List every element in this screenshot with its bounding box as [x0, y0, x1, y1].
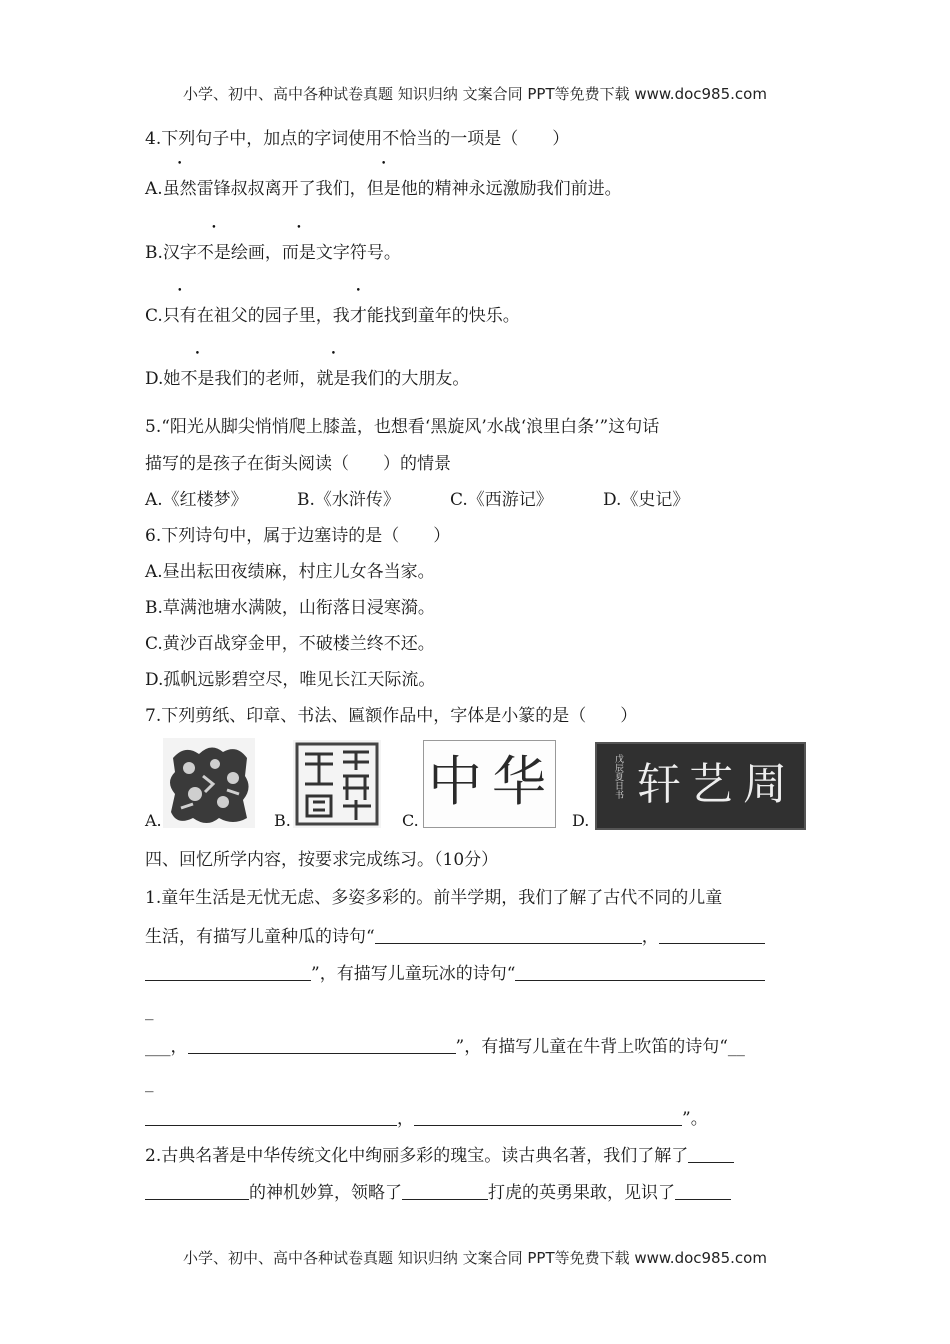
answer-blank[interactable] [375, 925, 642, 944]
s4-p1-line7: ， ”。 [145, 1107, 708, 1130]
section4-title: 四、回忆所学内容，按要求完成练习。（10分） [145, 850, 499, 870]
q4-option-b: B.汉字不是绘画，而是文字符号。 [145, 243, 401, 263]
q4-option-c: C.只有在祖父的园子里，我才能找到童年的快乐。 [145, 306, 520, 326]
s4-p1-line3: ”，有描写儿童玩冰的诗句“ [145, 962, 765, 985]
s4-p2-line1: 2.古典名著是中华传统文化中绚丽多彩的瑰宝。读古典名著，我们了解了 [145, 1144, 734, 1167]
plaque-char-1: 轩 [637, 759, 681, 810]
answer-blank[interactable] [659, 925, 765, 944]
q5-option-a: A.《红楼梦》 [145, 490, 248, 510]
plaque-image [595, 742, 806, 830]
q5-option-d: D.《史记》 [603, 490, 690, 510]
calligraphy-char-2: 华 [492, 750, 546, 813]
answer-blank[interactable] [188, 1035, 456, 1054]
answer-blank[interactable] [675, 1181, 731, 1200]
q4-d-dotted-word-1: 不是 [180, 369, 215, 389]
plaque-char-3: 周 [743, 759, 787, 810]
q4-stem: 4.下列句子中，加点的字词使用不恰当的一项是（ ） [145, 129, 570, 149]
papercut-image [163, 738, 255, 828]
answer-blank[interactable] [145, 962, 311, 981]
q6-option-d: D.孤帆远影碧空尽，唯见长江天际流。 [145, 670, 436, 690]
s4-p1-line4: _ [145, 1001, 154, 1021]
q5-option-c: C.《西游记》 [450, 490, 553, 510]
q6-option-c: C.黄沙百战穿金甲，不破楼兰终不还。 [145, 634, 435, 654]
answer-blank[interactable] [145, 1107, 397, 1126]
q7-label-b: B. [274, 811, 291, 830]
s4-p1-line2: 生活，有描写儿童种瓜的诗句“ ， [145, 925, 765, 948]
q6-option-b: B.草满池塘水满陂，山衔落日浸寒漪。 [145, 598, 435, 618]
plaque-side-inscription: 戊辰夏日书 [613, 754, 623, 799]
q4-a-dotted-word-2: 但是 [366, 179, 401, 199]
plaque-char-2: 艺 [689, 759, 733, 810]
page-footer: 小学、初中、高中各种试卷真题 知识归纳 文案合同 PPT等免费下载 www.doc985.com [183, 1249, 767, 1267]
q4-b-dotted-word-2: 而是 [281, 243, 316, 263]
q7-label-c: C. [402, 811, 419, 830]
s4-p2-line2: 的神机妙算，领略了 打虎的英勇果敢，见识了 [145, 1181, 731, 1204]
answer-blank[interactable] [688, 1144, 734, 1163]
q4-d-dotted-word-2: 就是 [316, 369, 351, 389]
q6-option-a: A.昼出耘田夜绩麻，村庄儿女各当家。 [145, 562, 435, 582]
seal-image [293, 740, 381, 828]
s4-p1-line6: _ [145, 1073, 154, 1093]
q7-stem: 7.下列剪纸、印章、书法、匾额作品中，字体是小篆的是（ ） [145, 706, 638, 726]
q4-a-dotted-word-1: 虽然 [162, 179, 197, 199]
s4-p1-line5: ___， ”，有描写儿童在牛背上吹笛的诗句“__ [145, 1037, 745, 1057]
q4-b-dotted-word-1: 不是 [196, 243, 231, 263]
s4-p1-line1: 1.童年生活是无忧无虑、多姿多彩的。前半学期，我们了解了古代不同的儿童 [145, 888, 723, 908]
q5-stem-line1: 5.“阳光从脚尖悄悄爬上膝盖，也想看‘黑旋风’水战‘浪里白条’”这句话 [145, 417, 660, 437]
q4-option-a: A.虽然雷锋叔叔离开了我们，但是他的精神永远激励我们前进。 [145, 179, 622, 199]
answer-blank[interactable] [402, 1181, 488, 1200]
q7-label-d: D. [572, 811, 590, 830]
q4-c-dotted-word-1: 只有 [162, 306, 197, 326]
answer-blank[interactable] [414, 1107, 682, 1126]
answer-blank[interactable] [515, 962, 765, 981]
page-header: 小学、初中、高中各种试卷真题 知识归纳 文案合同 PPT等免费下载 www.doc985.com [183, 85, 767, 103]
q4-c-dotted-word-2: 才 [349, 306, 367, 326]
q5-option-b: B.《水浒传》 [297, 490, 400, 510]
q6-stem: 6.下列诗句中，属于边塞诗的是（ ） [145, 526, 451, 546]
q7-label-a: A. [145, 811, 162, 830]
answer-blank[interactable] [145, 1181, 249, 1200]
q5-stem-line2: 描写的是孩子在街头阅读（ ）的情景 [145, 454, 451, 474]
calligraphy-image [423, 740, 556, 828]
q4-option-d: D.她不是我们的老师，就是我们的大朋友。 [145, 369, 470, 389]
calligraphy-char-1: 中 [428, 750, 482, 813]
